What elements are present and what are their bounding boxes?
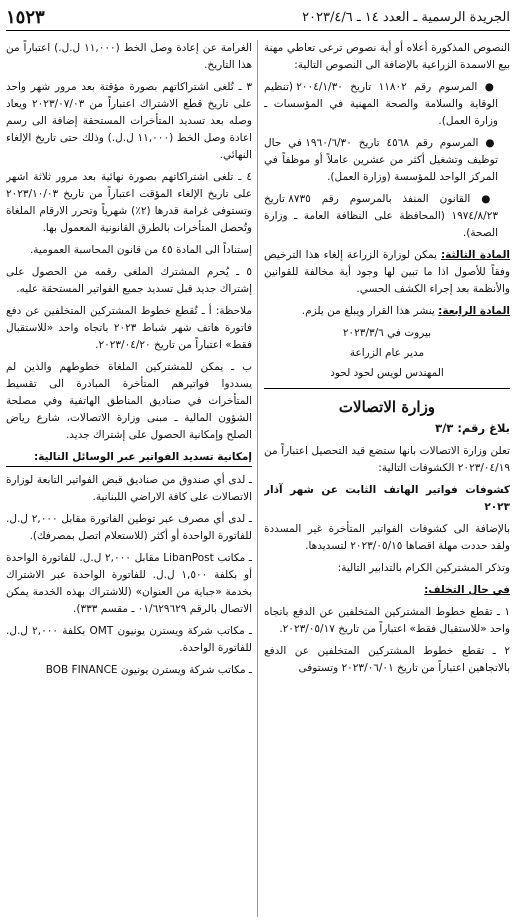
intro-paragraph: النصوص المذكورة أعلاه أو أية نصوص ترعى تعاطي مهنة بيع الاسمدة الزراعية بالإضافة الى النصوص التالية: (264, 42, 510, 71)
memo-number: بلاغ رقم: ٣/٣ (435, 421, 510, 435)
memo-additional: بالإضافة الى كشوفات الفواتير المتأخرة غير المسددة ولقد حددت مهلة اقصاها ٢٠٢٣/٠٥/١٥ لتسديدها. (264, 523, 510, 552)
payment-option-2: ـ لدى أي مصرف عبر توطين الفاتورة مقابل ٢,٠٠٠ ل.ل. للفاتورة الواحدة أو أكثر (للاستعلام اتصل بمصرفك). (6, 513, 252, 542)
article-four-label: المادة الرابعة: (438, 305, 510, 317)
column-divider (257, 40, 258, 917)
memo-intro: تعلن وزارة الاتصالات بانها ستضع قيد التحصيل اعتباراً من ٢٠٢٣/٠٤/١٩ الكشوفات التالية: (264, 445, 510, 474)
payment-heading: إمكانية تسديد الفواتير عبر الوسائل التالية: (6, 449, 252, 467)
page-header (6, 4, 510, 31)
journal-title: الجريدة الرسمية ـ العدد ١٤ ـ ٢٠٢٣/٤/٦ (302, 9, 510, 25)
delay-measure-2: ٢ ـ تقطع خطوط المشتركين المتخلفين عن الدفع بالاتجاهين اعتباراً من تاريخ ٢٠٢٣/٠٦/٠١ وتستوفى (264, 645, 510, 674)
signer-title: مدير عام الزراعة (349, 347, 425, 359)
measure-4: ٤ ـ تلغى اشتراكاتهم بصورة نهائية بعد مرور ثلاثة اشهر على تاريخ الإلغاء المؤقت اعتباراً من تاريخ ٢٠٢٣/١٠/٠٣ وتستوفى غرامة قدرها (٢٪) شهرياً وتحرر الارقام الملغاة وتُحصل المتأخرات بالطرق القانونية المعمول بها. (6, 171, 252, 234)
page-number: ١٥٢٣ (6, 6, 45, 28)
delay-measure-1: ١ ـ تقطع خطوط المشتركين المتخلفين عن الدفع باتجاه واحد «للاستقبال فقط» اعتباراً من تاريخ ٢٠٢٣/٠٥/١٧. (264, 606, 510, 635)
payment-option-4: ـ مكاتب شركة ويسترن يونيون OMT بكلفة ٢,٠٠٠ ل.ل. للفاتورة الواحدة. (6, 625, 252, 654)
ministry-title: وزارة الاتصالات (338, 398, 436, 416)
article-four-text: ينشر هذا القرار ويبلغ من يلزم. (301, 305, 439, 317)
delay-heading: في حال التخلف: (424, 584, 510, 596)
reminder-text: وتذكر المشتركين الكرام بالتدابير التالية: (337, 562, 510, 574)
article-four (264, 303, 510, 320)
right-column (264, 40, 510, 919)
article-three (264, 247, 510, 298)
measure-3: ٣ ـ تُلغى اشتراكاتهم بصورة مؤقتة بعد مرور شهر واحد على تاريخ قطع الاشتراك اعتباراً من ٢٠٢٣/٠٧/٠٣ ويعاد وصله بعد تسديد المتأخرات المستحقة إضافة الى رسم اعادة وصل الخط (١١,٠٠٠ ل.ل.) وذلك حتى تاريخ الإلغاء النهائي. (6, 81, 252, 161)
left-column (6, 40, 252, 919)
note-b: ب ـ يمكن للمشتركين الملغاة خطوطهم والذين لم يسددوا فواتيرهم المتأخرة المبادرة الى تقسيط المتأخرات في صناديق المناطق الهاتفية وفي مصلحة الشؤون المالية ـ مبنى وزارة الاتصالات، شارع رياض الصلح وإمكانية الحصول على إشتراك جديد. (6, 361, 252, 441)
payment-option-5: ـ مكاتب شركة ويسترن يونيون BOB FINANCE (45, 664, 252, 676)
note-a: ملاحظة: أ ـ تُقطع خطوط المشتركين المتخلفين عن دفع فاتورة هاتف شهر شباط ٢٠٢٣ باتجاه واحد «للاستقبال فقط» اعتباراً من تاريخ ٢٠٢٣/٠٤/٢٠. (6, 305, 252, 351)
article-three-label: المادة الثالثة: (440, 249, 510, 261)
memo-item: كشوفات فواتير الهاتف الثابت عن شهر آذار ٢٠٢٣ (264, 484, 510, 513)
payment-option-3: ـ مكاتب LibanPost مقابل ٢,٠٠٠ ل.ل. للفاتورة الواحدة أو بكلفة ١,٥٠٠ ل.ل. للفاتورة الواحدة عبر الاشتراك بخدمة «جباية من العنوان» (للاشتراك بهذه الخدمة يمكن الاتصال بالرقم ٠١/٦٢٩٦٢٩ ـ مقسم ٣٣٣). (6, 552, 252, 615)
bullet-law-8735: ● القانون المنفذ بالمرسوم رقم ٨٧٣٥ تاريخ ١٩٧٤/٨/٢٣ (المحافظة على النظافة العامة ـ وزارة الصحة). (264, 193, 498, 239)
payment-option-1: ـ لدى أي صندوق من صناديق قبض الفواتير التابعة لوزارة الاتصالات على كافة الاراضي اللبنانية. (6, 474, 252, 503)
measure-5: ٥ ـ يُحرم المشترك الملغى رقمه من الحصول على إشتراك جديد قبل تسديد جميع الفواتير المستحقة عليه. (6, 266, 252, 295)
article-three-text: يمكن لوزارة الزراعة إلغاء هذا الترخيص وفقاً للأصول اذا ما تبين لها وجود أية مخالفة للقوانين والأنظمة بعد إجراء الكشف الحسي. (264, 249, 510, 295)
bullet-decree-4568: ● المرسوم رقم ٤٥٦٨ تاريخ ١٩٦٠/٦/٣٠ في حال توظيف وتشغيل أكثر من عشرين عاملاً أو موظفاً في المركز الواحد للمؤسسة (وزارة العمل). (264, 137, 498, 183)
signer-name: المهندس لويس لحود لحود (330, 367, 444, 379)
fine-paragraph: الغرامة عن إعادة وصل الخط (١١,٠٠٠ ل.ل.) اعتباراً من هذا التاريخ. (6, 42, 252, 71)
section-divider (264, 388, 510, 389)
legal-basis: إستناداً الى المادة ٤٥ من قانون المحاسبة العمومية. (29, 244, 252, 256)
bullet-decree-11802: ● المرسوم رقم ١١٨٠٢ تاريخ ٢٠٠٤/١/٣٠ (تنظيم الوقاية والسلامة والصحة المهنية في المؤسسات ـ وزارة العمل). (264, 81, 498, 127)
place-date: بيروت في ٢٠٢٣/٣/٦ (342, 327, 432, 339)
